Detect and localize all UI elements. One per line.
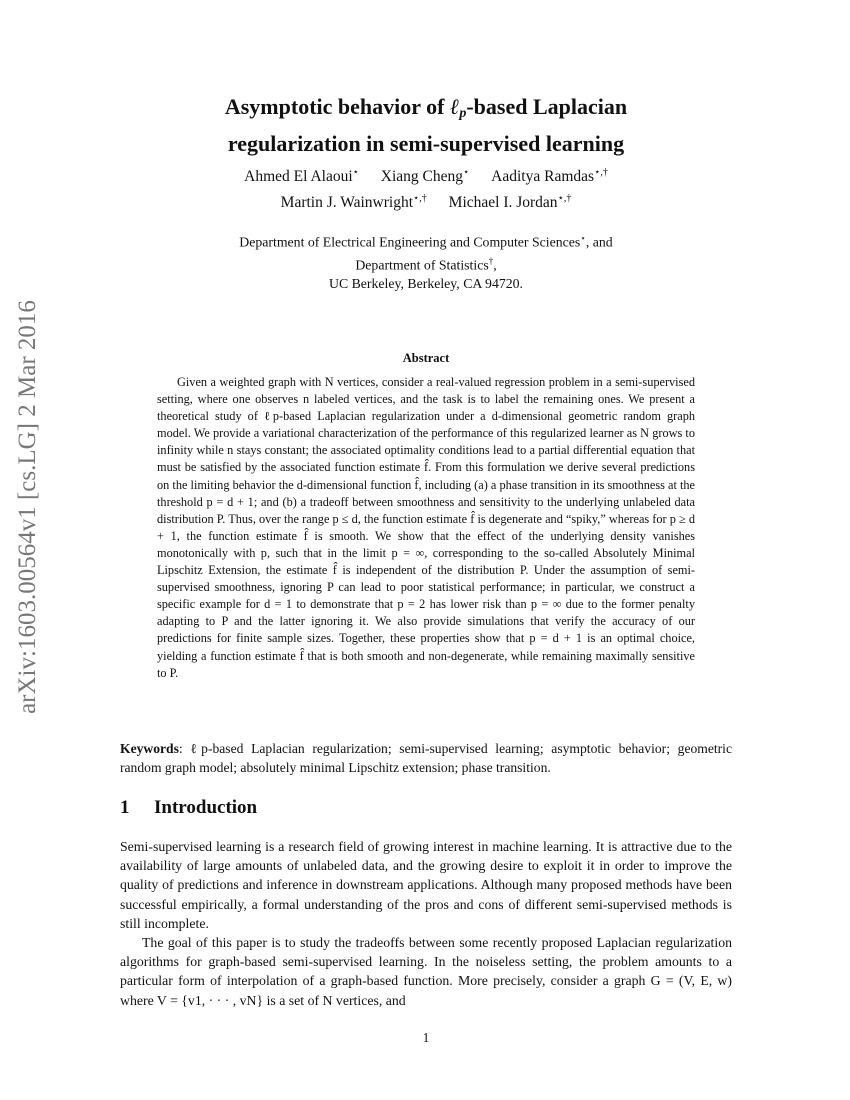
abstract-body — [157, 374, 695, 682]
section-number: 1 — [120, 797, 130, 818]
section-heading — [120, 797, 257, 819]
section-title: Introduction — [154, 797, 258, 818]
affiliation-line-3: UC Berkeley, Berkeley, CA 94720. — [328, 276, 523, 292]
arxiv-stamp: arXiv:1603.00564v1 [cs.LG] 2 Mar 2016 — [14, 300, 41, 714]
author-marks: ⋆,† — [413, 193, 427, 205]
author-row-1 — [120, 162, 732, 188]
affiliation-line-1 — [120, 229, 732, 252]
author-marks: ⋆ — [352, 167, 359, 178]
affiliation-tail: , and — [585, 234, 613, 250]
affiliation-dept-stats: Department of Statistics — [355, 257, 489, 273]
paper-title — [120, 92, 732, 159]
author-marks: ⋆,† — [594, 167, 608, 178]
arxiv-sidebar — [8, 270, 48, 745]
affiliation-line-2 — [120, 252, 732, 275]
author-row-2 — [120, 188, 732, 214]
author — [244, 168, 359, 185]
introduction-body — [120, 837, 732, 1010]
keywords-block — [120, 739, 732, 777]
author-name: Xiang Cheng — [380, 168, 464, 186]
affiliation-dept-eecs: Department of Electrical Engineering and Computer Sciences — [239, 234, 581, 250]
author-name: Martin J. Wainwright — [280, 194, 414, 212]
author-list — [120, 162, 732, 214]
body-paragraph-2: The goal of this paper is to study the tradeoffs between some recently proposed Laplacian regularization algorithms for graph-based semi-supervised learning. In the noiseless setting, the problem amounts to a particular form of interpolation of a graph-based function. More precisely, consider a graph G = (V, E, w) where V = {v1, · · · , vN} is a set of N vertices, and — [120, 935, 732, 1008]
author-marks: ⋆,† — [557, 193, 572, 205]
affiliation-mark: † — [488, 255, 494, 266]
title-line-1-prefix: Asymptotic behavior of — [224, 94, 450, 119]
title-math-ell: ℓ — [449, 94, 460, 119]
author-marks: ⋆ — [463, 167, 470, 178]
abstract-paragraph: Given a weighted graph with N vertices, consider a real-valued regression problem in a semi-supervised setting, where one observes n labeled vertices, and the task is to label the remaining ones. We present a theoretical study of ℓp-based Laplacian regularization under a d-dimensional geometric random graph model. We provide a variational characterization of the performance of this regularized learner as N grows to infinity while n stays constant; the associated optimality conditions lead to a partial differential equation that must be satisfied by the associated function estimate f̂. From this formulation we derive several predictions on the limiting behavior the d-dimensional function f̂, including (a) a phase transition in its smoothness at the threshold p = d + 1; and (b) a tradeoff between smoothness and sensitivity to the underlying unlabeled data distribution P. Thus, over the range p ≤ d, the function estimate f̂ is degenerate and “spiky,” whereas for p ≥ d + 1, the function estimate f̂ is smooth. We show that the effect of the underlying density vanishes monotonically with p, such that in the limit p = ∞, corresponding to the so-called Absolutely Minimal Lipschitz Extension, the estimate f̂ is independent of the distribution P. Under the assumption of semi-supervised smoothness, ignoring P can lead to poor statistical performance; in particular, we construct a specific example for d = 1 to demonstrate that p = 2 has lower risk than p = ∞ due to the former penalty adapting to P and the latter ignoring it. We also provide simulations that verify the accuracy of our predictions for finite sample sizes. Together, these properties show that p = d + 1 is an optimal choice, yielding a function estimate f̂ that is both smooth and non-degenerate, while remaining maximally sensitive to P. — [157, 375, 695, 680]
affiliation-mark: ⋆ — [580, 233, 586, 243]
title-line-2: regularization in semi-supervised learning — [227, 131, 625, 156]
affiliation-block — [120, 229, 732, 293]
page-number: 1 — [422, 1030, 430, 1045]
author-name: Aaditya Ramdas — [491, 168, 595, 186]
title-math-sub: p — [459, 106, 467, 121]
author — [381, 168, 470, 185]
author — [449, 194, 572, 211]
author — [491, 168, 608, 185]
body-paragraph-1: Semi-supervised learning is a research field of growing interest in machine learning. It is attractive due to the availability of large amounts of unlabeled data, and the growing desire to exploit it in order to improve the quality of predictions and inference in downstream applications. Although many proposed methods have been successful empirically, a formal understanding of the pros and cons of different semi-supervised methods is still incomplete. — [120, 839, 732, 931]
affiliation-tail: , — [493, 257, 497, 273]
keywords-label: Keywords — [120, 741, 179, 756]
author-name: Ahmed El Alaoui — [244, 168, 353, 186]
author-name: Michael I. Jordan — [448, 194, 558, 212]
abstract-heading: Abstract — [402, 351, 450, 365]
author — [281, 194, 427, 211]
title-line-1 — [120, 92, 732, 129]
keywords-text: : ℓp-based Laplacian regularization; semi-supervised learning; asymptotic behavior; geometric random graph model; absolutely minimal Lipschitz extension; phase transition. — [120, 741, 732, 775]
title-line-1-suffix: -based Laplacian — [466, 94, 628, 119]
